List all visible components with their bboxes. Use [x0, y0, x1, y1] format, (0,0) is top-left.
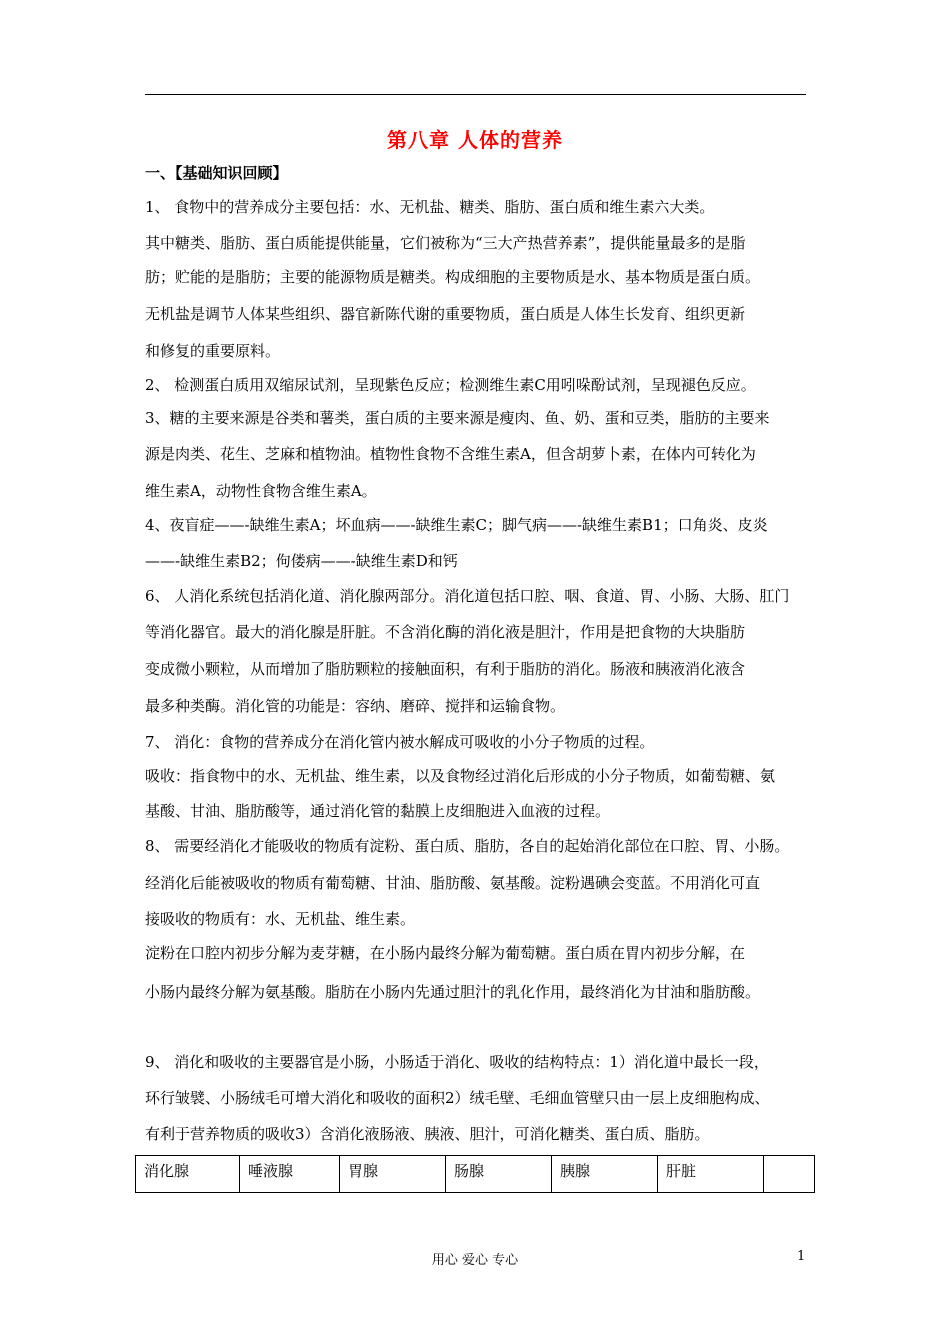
table-cell: 肠腺 — [446, 1156, 552, 1193]
text-line: 无机盐是调节人体某些组织、器官新陈代谢的重要物质，蛋白质是人体生长发育、组织更新 — [145, 305, 746, 323]
text-line: 小肠内最终分解为氨基酸。脂肪在小肠内先通过胆汁的乳化作用，最终消化为甘油和脂肪酸。 — [145, 983, 761, 1001]
text-line: 源是肉类、花生、芝麻和植物油。植物性食物不含维生素A，但含胡萝卜素，在体内可转化为 — [145, 445, 756, 463]
table-cell: 消化腺 — [136, 1156, 240, 1193]
text-line: 9、 消化和吸收的主要器官是小肠，小肠适于消化、吸收的结构特点：1）消化道中最长一段， — [145, 1053, 769, 1071]
text-line: 最多种类酶。消化管的功能是：容纳、磨碎、搅拌和运输食物。 — [145, 697, 566, 715]
text-line: ——-缺维生素B2；佝偻病——-缺维生素D和钙 — [145, 552, 458, 570]
table-cell: 唾液腺 — [240, 1156, 340, 1193]
text-line: 经消化后能被吸收的物质有葡萄糖、甘油、脂肪酸、氨基酸。淀粉遇碘会变蓝。不用消化可直 — [145, 874, 761, 892]
text-line: 有利于营养物质的吸收3）含消化液肠液、胰液、胆汁，可消化糖类、蛋白质、脂肪。 — [145, 1125, 710, 1143]
text-line: 环行皱襞、小肠绒毛可增大消化和吸收的面积2）绒毛壁、毛细血管壁只由一层上皮细胞构成、 — [145, 1089, 770, 1107]
text-line: 吸收：指食物中的水、无机盐、维生素，以及食物经过消化后形成的小分子物质，如葡萄糖、氨 — [145, 767, 776, 785]
text-line: 等消化器官。最大的消化腺是肝脏。不含消化酶的消化液是胆汁，作用是把食物的大块脂肪 — [145, 623, 746, 641]
text-line: 淀粉在口腔内初步分解为麦芽糖，在小肠内最终分解为葡萄糖。蛋白质在胃内初步分解，在 — [145, 944, 746, 962]
text-line: 1、 食物中的营养成分主要包括：水、无机盐、糖类、脂肪、蛋白质和维生素六大类。 — [145, 198, 715, 216]
text-line: 4、夜盲症——-缺维生素A；坏血病——-缺维生素C；脚气病——-缺维生素B1；口角炎、皮炎 — [145, 516, 768, 534]
text-line: 基酸、甘油、脂肪酸等，通过消化管的黏膜上皮细胞进入血液的过程。 — [145, 802, 611, 820]
header-rule — [145, 94, 806, 95]
table-cell: 肝脏 — [658, 1156, 764, 1193]
text-line: 6、 人消化系统包括消化道、消化腺两部分。消化道包括口腔、咽、食道、胃、小肠、大肠、肛门 — [145, 587, 790, 605]
text-line: 肪；贮能的是脂肪；主要的能源物质是糖类。构成细胞的主要物质是水、基本物质是蛋白质。 — [145, 268, 761, 286]
text-line: 维生素A，动物性食物含维生素A。 — [145, 482, 377, 500]
table-row — [136, 1156, 815, 1193]
table-cell: 胰腺 — [552, 1156, 658, 1193]
text-line: 8、 需要经消化才能吸收的物质有淀粉、蛋白质、脂肪，各自的起始消化部位在口腔、胃、小肠。 — [145, 837, 790, 855]
page-number: 1 — [797, 1249, 806, 1264]
text-line: 3、糖的主要来源是谷类和薯类，蛋白质的主要来源是瘦肉、鱼、奶、蛋和豆类，脂肪的主要来 — [145, 409, 770, 427]
text-line: 其中糖类、脂肪、蛋白质能提供能量，它们被称为“三大产热营养素”，提供能量最多的是脂 — [145, 234, 746, 252]
page-title: 第八章 人体的营养 — [387, 128, 563, 152]
text-line: 2、 检测蛋白质用双缩尿试剂，呈现紫色反应；检测维生素C用吲哚酚试剂，呈现褪色反应。 — [145, 376, 756, 394]
table-cell — [764, 1156, 815, 1193]
footer-motto: 用心 爱心 专心 — [431, 1253, 519, 1268]
digestive-glands-table — [135, 1155, 815, 1193]
text-line: 和修复的重要原料。 — [145, 342, 281, 360]
text-line: 变成微小颗粒，从而增加了脂肪颗粒的接触面积，有利于脂肪的消化。肠液和胰液消化液含 — [145, 660, 746, 678]
text-line: 7、 消化：食物的营养成分在消化管内被水解成可吸收的小分子物质的过程。 — [145, 733, 655, 751]
table-cell: 胃腺 — [340, 1156, 446, 1193]
section-heading: 一、【基础知识回顾】 — [145, 164, 288, 182]
text-line: 接吸收的物质有：水、无机盐、维生素。 — [145, 910, 416, 928]
